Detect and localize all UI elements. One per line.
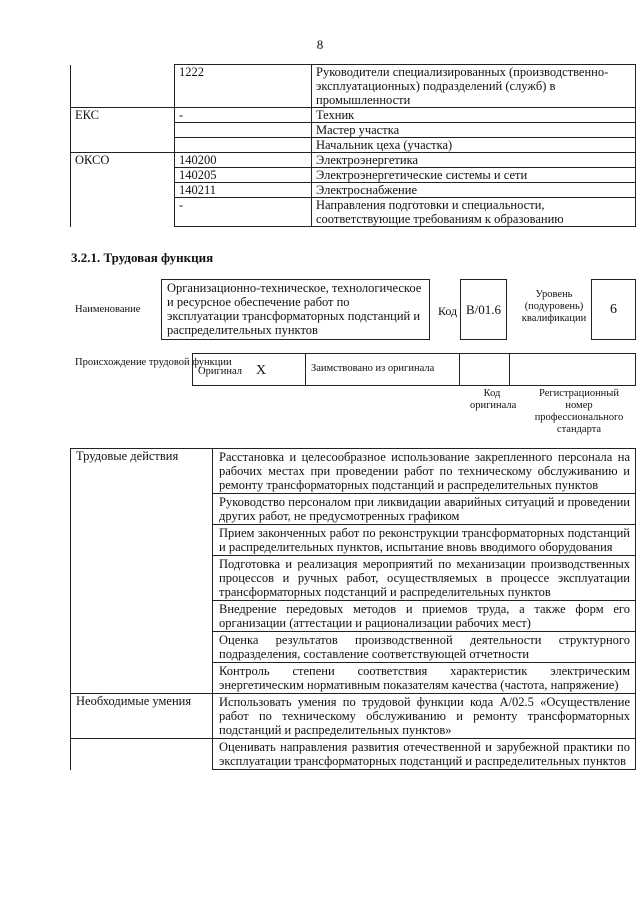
registration-number-caption: Регистрационный номер профессионального стандарта (534, 388, 624, 435)
section-title: 3.2.1. Трудовая функция (71, 250, 214, 265)
classifier-name: Электроэнергетические системы и сети (312, 168, 636, 183)
classifier-source (71, 198, 175, 227)
table-row (71, 694, 636, 739)
actions-label: Трудовые действия (71, 449, 213, 494)
labour-action: Внедрение передовых методов и приемов труда, а также форм его организации (аттестации и рационализации рабочих мест) (213, 601, 636, 632)
required-skill: Оценивать направления развития отечественной и зарубежной практики по эксплуатации трансформаторных подстанций и распределительных пунктов (213, 739, 636, 770)
classifier-source (71, 65, 175, 108)
table-row (71, 556, 636, 601)
table-row (71, 65, 636, 108)
table-row (71, 601, 636, 632)
labour-function-table (70, 448, 636, 770)
table-row (71, 739, 636, 770)
labour-action: Прием законченных работ по реконструкции трансформаторных подстанций и распределительных пунктов, испытание вновь вводимого оборудования (213, 525, 636, 556)
table-row (71, 138, 636, 153)
table-row (71, 108, 636, 123)
table-row (71, 153, 636, 168)
origin-label: Происхождение трудовой функции (75, 357, 232, 368)
code-original-caption: Код оригинала (470, 388, 517, 411)
classifier-name: Начальник цеха (участка) (312, 138, 636, 153)
classifier-source (71, 138, 175, 153)
function-name: Организационно-техническое, технологическое и ресурсное обеспечение работ по эксплуатации трансформаторных подстанций и распределительных пунктов (161, 279, 430, 340)
table-row (71, 632, 636, 663)
labour-action: Расстановка и целесообразное использование закрепленного персонала на рабочих местах при проведении работ по техническому обслуживанию и ремонту трансформаторных подстанций и распределительных пунктов (213, 449, 636, 494)
name-label: Наименование (75, 304, 141, 315)
labour-action: Оценка результатов производственной деятельности структурного подразделения, составление соответствующей отчетности (213, 632, 636, 663)
classifier-code: 140205 (175, 168, 312, 183)
classifier-name: Электроэнергетика (312, 153, 636, 168)
required-skill: Использовать умения по трудовой функции кода А/02.5 «Осуществление работ по техническому обслуживанию и ремонту трансформаторных подстанций и распределительных пунктов» (213, 694, 636, 739)
classifier-code: 140211 (175, 183, 312, 198)
classifier-name: Направления подготовки и специальности, соответствующие требованиям к образованию (312, 198, 636, 227)
classifier-source (71, 183, 175, 198)
classifier-source (71, 168, 175, 183)
origin-row (192, 353, 636, 386)
table-row (71, 663, 636, 694)
labour-action: Руководство персоналом при ликвидации аварийных ситуаций и проведении других работ, не предусмотренных графиком (213, 494, 636, 525)
classifier-code: - (175, 108, 312, 123)
classifier-name: Руководители специализированных (производственно-эксплуатационных) подразделений (служб) в промышленности (312, 65, 636, 108)
table-row (71, 198, 636, 227)
table-row (71, 449, 636, 494)
classifier-source: ЕКС (71, 108, 175, 123)
original-label: Оригинал (198, 366, 242, 377)
table-row (71, 183, 636, 198)
page-number: 8 (316, 37, 324, 52)
classifier-code: - (175, 198, 312, 227)
function-code: B/01.6 (460, 279, 507, 340)
classifier-code: 140200 (175, 153, 312, 168)
original-code-cell (459, 354, 509, 385)
table-row (71, 123, 636, 138)
labour-action: Подготовка и реализация мероприятий по механизации производственных процессов и ручных работ, осуществляемых в процессе эксплуатации трансформаторных подстанций и распределительных пунктов (213, 556, 636, 601)
registration-number-cell (509, 354, 635, 385)
classifier-source: ОКСО (71, 153, 175, 168)
classifier-source (71, 123, 175, 138)
table-row (71, 525, 636, 556)
original-mark: X (256, 363, 267, 378)
skills-label: Необходимые умения (71, 694, 213, 739)
classifier-name: Электроснабжение (312, 183, 636, 198)
classifier-code (175, 123, 312, 138)
classifier-code: 1222 (175, 65, 312, 108)
level-label: Уровень (подуровень) квалификации (521, 289, 587, 324)
classifier-name: Мастер участка (312, 123, 636, 138)
labour-action: Контроль степени соответствия характеристик электрическим энергетическим нормативным показателям качества (частота, напряжение) (213, 663, 636, 694)
code-label: Код (438, 304, 458, 318)
classifier-name: Техник (312, 108, 636, 123)
original-cell (193, 354, 305, 385)
table-row (71, 494, 636, 525)
qualification-level: 6 (591, 279, 636, 340)
table-row (71, 168, 636, 183)
classifier-code (175, 138, 312, 153)
borrowed-label: Заимствовано из оригинала (305, 354, 459, 385)
classifier-table (70, 64, 636, 227)
